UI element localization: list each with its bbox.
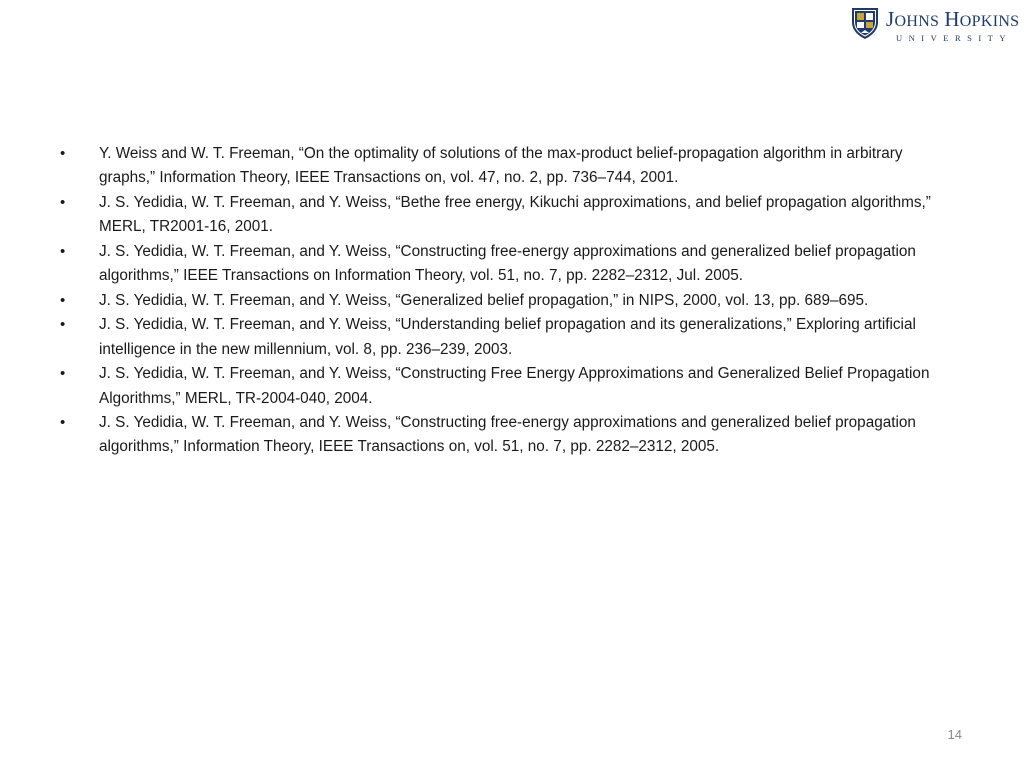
bullet: •	[60, 316, 66, 334]
logo-name-opkins: OPKINS	[959, 13, 1020, 30]
reference-item-7	[0, 411, 1024, 459]
references-list	[0, 142, 1024, 460]
johns-hopkins-logo	[850, 6, 1020, 42]
logo-subtitle: UNIVERSITY	[896, 33, 1012, 43]
university-shield-icon	[850, 6, 880, 40]
bullet: •	[60, 242, 66, 260]
bullet: •	[60, 145, 66, 162]
reference-item-6	[0, 362, 1024, 410]
logo-university-name	[886, 9, 1019, 30]
reference-text: J. S. Yedidia, W. T. Freeman, and Y. Weiss, “Constructing Free Energy Approximations and Generalized Belief Propagation Algorithms,” MERL, TR-2004-040, 2004.	[99, 365, 930, 407]
bullet: •	[60, 291, 66, 309]
reference-text: Y. Weiss and W. T. Freeman, “On the optimality of solutions of the max-product belief-propagation algorithm in arbitrary graphs,” Information Theory, IEEE Transactions on, vol. 47, no. 2, pp. 736–744, 2001.	[99, 145, 903, 187]
reference-item-3	[0, 240, 1024, 288]
reference-item-5	[0, 313, 1024, 361]
reference-text: J. S. Yedidia, W. T. Freeman, and Y. Weiss, “Constructing free-energy approximations and generalized belief propagation algorithms,” IEEE Transactions on Information Theory, vol. 51, no. 7, pp. 2282–2312, Jul. 2005.	[99, 242, 916, 285]
reference-item-2	[0, 191, 1024, 239]
reference-text: J. S. Yedidia, W. T. Freeman, and Y. Weiss, “Bethe free energy, Kikuchi approximations, and belief propagation algorithms,” MERL, TR2001-16, 2001.	[99, 193, 931, 236]
page-number: 14	[947, 727, 962, 742]
reference-text: J. S. Yedidia, W. T. Freeman, and Y. Weiss, “Constructing free-energy approximations and generalized belief propagation algorithms,” Information Theory, IEEE Transactions on, vol. 51, no. 7, pp. 2282–2312, 2005.	[99, 414, 916, 456]
bullet: •	[60, 365, 66, 383]
logo-name-h: H	[944, 7, 960, 31]
bullet: •	[60, 414, 66, 432]
reference-item-1	[0, 142, 1024, 190]
logo-wordmark	[886, 6, 1019, 43]
reference-text: J. S. Yedidia, W. T. Freeman, and Y. Weiss, “Generalized belief propagation,” in NIPS, 2000, vol. 13, pp. 689–695.	[99, 291, 869, 309]
logo-name-j: J	[886, 7, 895, 31]
logo-name-ohns: OHNS	[894, 13, 940, 30]
reference-item-4	[0, 289, 1024, 313]
reference-text: J. S. Yedidia, W. T. Freeman, and Y. Weiss, “Understanding belief propagation and its generalizations,” Exploring artificial intelligence in the new millennium, vol. 8, pp. 236–239, 2003.	[99, 316, 916, 358]
bullet: •	[60, 193, 66, 211]
